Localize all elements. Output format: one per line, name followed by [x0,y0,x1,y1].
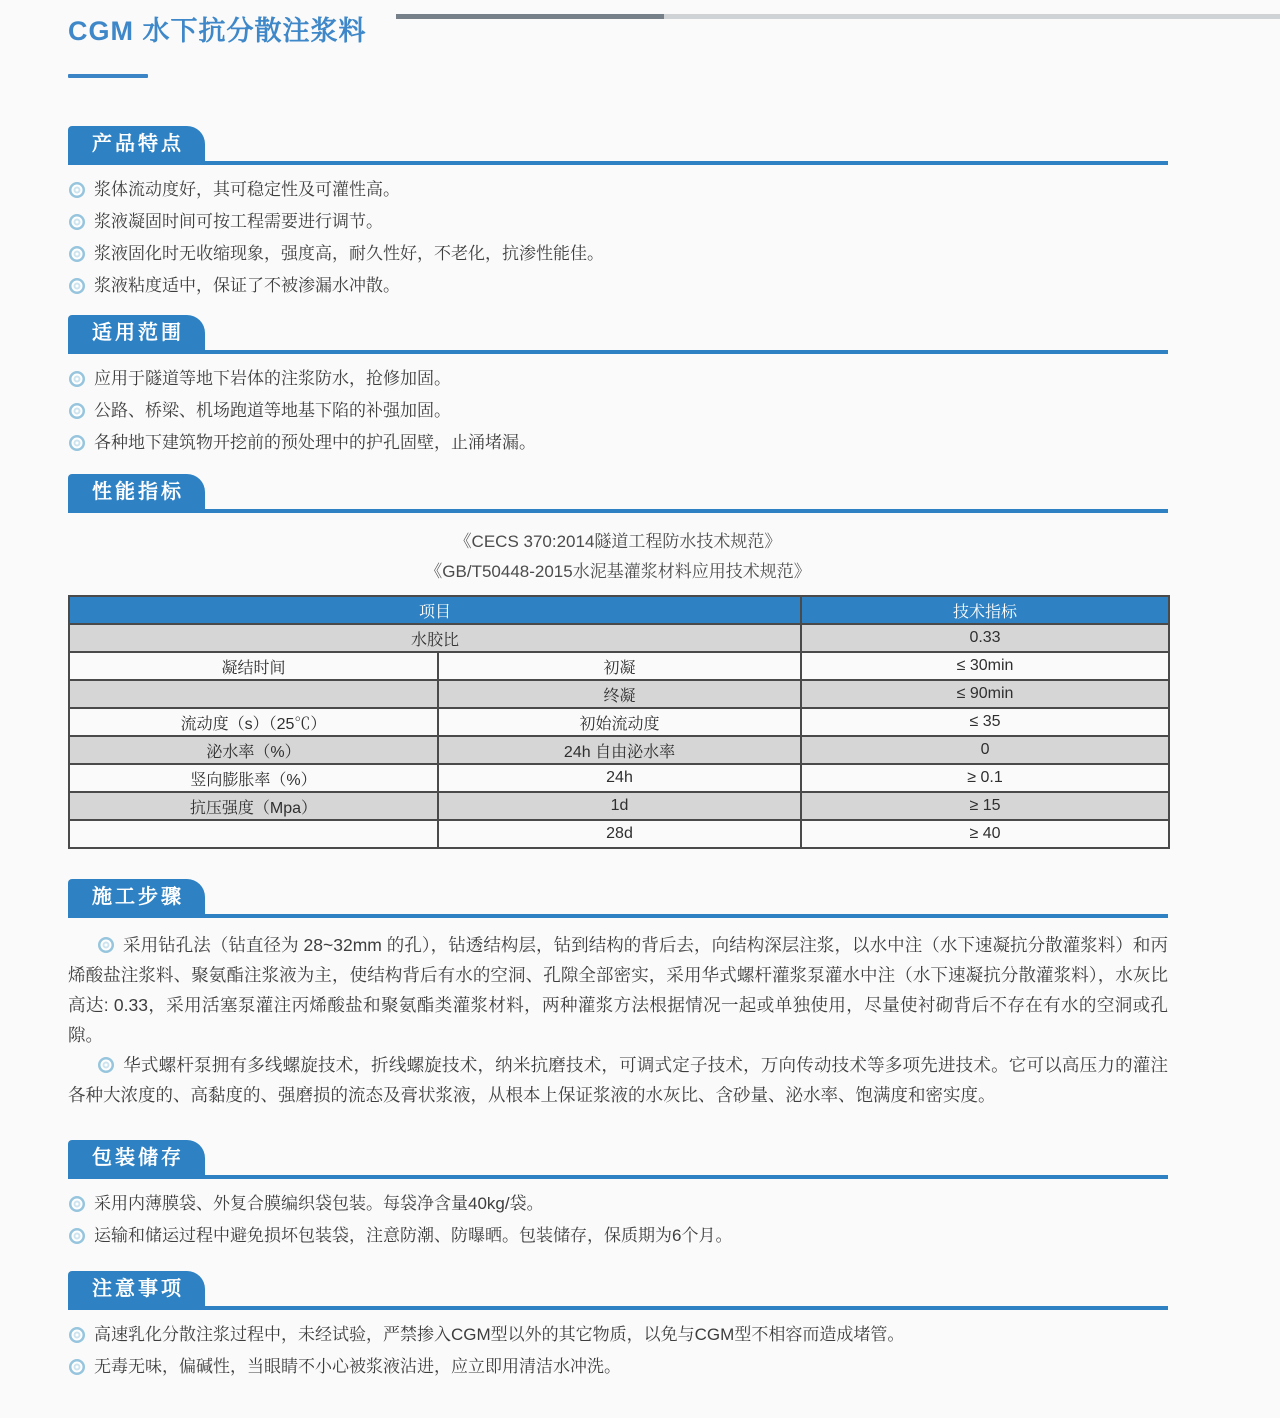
table-cell: ≥ 15 [801,792,1169,820]
scope-text: 公路、桥梁、机场跑道等地基下陷的补强加固。 [94,401,451,420]
table-cell: 初始流动度 [438,708,801,736]
table-row [69,680,1169,708]
section-header-rule [68,879,1168,918]
ring-bullet-icon [69,435,85,451]
table-cell: 水胶比 [69,624,801,652]
list-item [68,432,1168,454]
section-header-rule [68,474,1168,513]
construction-paragraph [68,930,1168,1050]
section-tab-scope: 适用范围 [68,315,205,350]
ring-bullet-icon [69,246,85,262]
construction-text: 华式螺杆泵拥有多线螺旋技术，折线螺旋技术，纳米抗磨技术，可调式定子技术，万向传动技术等多项先进技术。它可以高压力的灌注各种大浓度的、高黏度的、强磨损的流态及膏状浆液，从根本上保证浆液的水灰比、含砂量、泌水率、饱满度和密实度。 [68,1055,1168,1105]
section-notes [68,1271,1168,1378]
table-cell: ≤ 90min [801,680,1169,708]
table-cell [69,820,438,848]
column-header-item: 项目 [69,596,801,624]
list-item [68,400,1168,422]
table-cell: 24h 自由泌水率 [438,736,801,764]
ring-bullet-icon [69,214,85,230]
cropped-content-artifact-light [664,14,1280,19]
list-item [68,368,1168,390]
packaging-text: 运输和储运过程中避免损坏包装袋，注意防潮、防曝晒。包装储存，保质期为6个月。 [94,1226,733,1245]
section-header-rule [68,315,1168,354]
packaging-list [68,1193,1168,1247]
list-item [68,243,1168,265]
table-row [69,764,1169,792]
construction-paragraph [68,1050,1168,1110]
table-row [69,652,1169,680]
table-row [69,820,1169,848]
scope-text: 各种地下建筑物开挖前的预处理中的护孔固壁，止涌堵漏。 [94,433,536,452]
table-cell: 流动度（s）（25℃） [69,708,438,736]
document-page [68,14,1168,1378]
table-cell: 凝结时间 [69,652,438,680]
section-features [68,126,1168,297]
list-item [68,1225,1168,1247]
notes-list [68,1324,1168,1378]
ring-bullet-icon [98,1057,114,1073]
section-construction [68,879,1168,1110]
table-cell: 0.33 [801,624,1169,652]
ring-bullet-icon [98,937,114,953]
construction-paragraphs [68,930,1168,1110]
note-text: 无毒无味，偏碱性，当眼睛不小心被浆液沾进，应立即用清洁水冲洗。 [94,1357,621,1376]
section-scope [68,315,1168,454]
table-cell: 28d [438,820,801,848]
table-cell: 24h [438,764,801,792]
packaging-text: 采用内薄膜袋、外复合膜编织袋包装。每袋净含量40kg/袋。 [94,1194,544,1213]
scope-text: 应用于隧道等地下岩体的注浆防水，抢修加固。 [94,369,451,388]
table-cell: 初凝 [438,652,801,680]
section-packaging [68,1140,1168,1247]
title-underline [68,74,148,78]
table-row [69,708,1169,736]
table-cell: 竖向膨胀率（%） [69,764,438,792]
table-cell: 0 [801,736,1169,764]
ring-bullet-icon [69,1359,85,1375]
feature-text: 浆体流动度好，其可稳定性及可灌性高。 [94,180,400,199]
standard-reference: 《GB/T50448-2015水泥基灌浆材料应用技术规范》 [425,562,811,581]
list-item [68,275,1168,297]
section-tab-construction: 施工步骤 [68,879,205,914]
section-tab-performance: 性能指标 [68,474,205,509]
table-header-row [69,596,1169,624]
table-cell: 1d [438,792,801,820]
performance-table [68,595,1170,849]
list-item [68,179,1168,201]
ring-bullet-icon [69,1196,85,1212]
cropped-content-artifact-dark [396,14,664,19]
standard-reference: 《CECS 370:2014隧道工程防水技术规范》 [454,532,782,551]
note-text: 高速乳化分散注浆过程中，未经试验，严禁掺入CGM型以外的其它物质，以免与CGM型不相容而造成堵管。 [94,1325,905,1344]
page-title: CGM 水下抗分散注浆料 [68,16,367,46]
table-cell: ≤ 30min [801,652,1169,680]
ring-bullet-icon [69,182,85,198]
table-cell: ≥ 0.1 [801,764,1169,792]
ring-bullet-icon [69,1228,85,1244]
feature-text: 浆液凝固时间可按工程需要进行调节。 [94,212,383,231]
section-header-rule [68,126,1168,165]
ring-bullet-icon [69,1327,85,1343]
ring-bullet-icon [69,371,85,387]
feature-text: 浆液粘度适中，保证了不被渗漏水冲散。 [94,276,400,295]
features-list [68,179,1168,297]
table-cell: 泌水率（%） [69,736,438,764]
standards-references [68,527,1168,587]
scope-list [68,368,1168,454]
list-item [68,211,1168,233]
table-row [69,792,1169,820]
table-cell: ≤ 35 [801,708,1169,736]
table-cell [69,680,438,708]
ring-bullet-icon [69,403,85,419]
list-item [68,1193,1168,1215]
list-item [68,1356,1168,1378]
list-item [68,1324,1168,1346]
table-row [69,736,1169,764]
table-cell: ≥ 40 [801,820,1169,848]
ring-bullet-icon [69,278,85,294]
table-row [69,624,1169,652]
construction-text: 采用钻孔法（钻直径为 28~32mm 的孔），钻透结构层，钻到结构的背后去，向结构深层注浆，以水中注（水下速凝抗分散灌浆料）和丙烯酸盐注浆料、聚氨酯注浆液为主，使结构背后有水的空洞、孔隙全部密实，采用华式螺杆灌浆泵灌水中注（水下速凝抗分散灌浆料），水灰比高达: 0.33，采用活塞泵灌注丙烯酸盐和聚氨酯类灌浆材料，两种灌浆方法根据情况一起或单独使用，尽量使衬砌背后不存在有水的空洞或孔隙。 [68,935,1168,1045]
section-tab-notes: 注意事项 [68,1271,205,1306]
section-performance [68,474,1168,849]
table-cell: 终凝 [438,680,801,708]
table-cell: 抗压强度（Mpa） [69,792,438,820]
column-header-index: 技术指标 [801,596,1169,624]
section-tab-features: 产品特点 [68,126,205,161]
section-tab-packaging: 包装储存 [68,1140,205,1175]
feature-text: 浆液固化时无收缩现象，强度高，耐久性好，不老化，抗渗性能佳。 [94,244,604,263]
section-header-rule [68,1140,1168,1179]
section-header-rule [68,1271,1168,1310]
